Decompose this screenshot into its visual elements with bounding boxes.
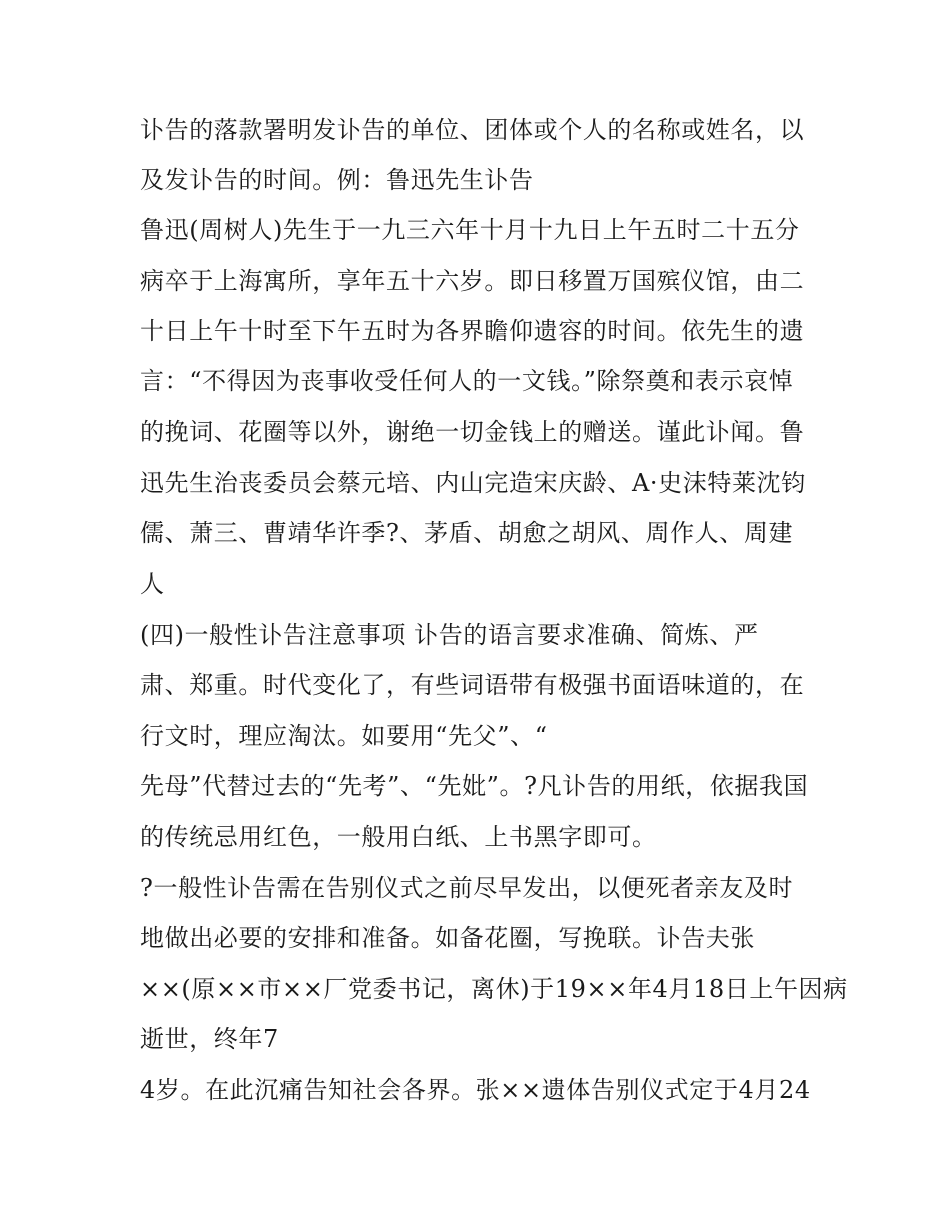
text-line: 儒、萧三、曹靖华许季?、茅盾、胡愈之胡风、周作人、周建 xyxy=(140,519,794,547)
text-line: 4岁。在此沉痛告知社会各界。张××遗体告别仪式定于4月24 xyxy=(140,1076,811,1104)
text-line: ××(原××市××厂党委书记，离休)于19××年4月18日上午因病 xyxy=(140,975,848,1003)
text-line: 行文时，理应淘汰。如要用“先父”、“ xyxy=(140,722,548,750)
text-line: ?一般性讣告需在告别仪式之前尽早发出，以便死者亲友及时 xyxy=(140,874,794,902)
text-line: 十日上午十时至下午五时为各界瞻仰遗容的时间。依先生的遗 xyxy=(140,317,805,345)
text-line: 讣告的落款署明发讣告的单位、团体或个人的名称或姓名，以 xyxy=(140,116,805,144)
text-line: 人 xyxy=(140,570,165,598)
text-line: 先母”代替过去的“先考”、“先妣”。?凡讣告的用纸，依据我国 xyxy=(140,772,809,800)
section-heading-line: (四)一般性讣告注意事项 讣告的语言要求准确、简炼、严 xyxy=(140,621,759,649)
text-line: 的传统忌用红色，一般用白纸、上书黑字即可。 xyxy=(140,823,657,851)
text-line: 病卒于上海寓所，享年五十六岁。即日移置万国殡仪馆，由二 xyxy=(140,267,805,295)
text-line: 的挽词、花圈等以外，谢绝一切金钱上的赠送。谨此讣闻。鲁 xyxy=(140,418,805,446)
text-line: 鲁迅(周树人)先生于一九三六年十月十九日上午五时二十五分 xyxy=(140,216,800,244)
text-line: 肃、郑重。时代变化了，有些词语带有极强书面语味道的，在 xyxy=(140,671,805,699)
text-line: 及发讣告的时间。例：鲁迅先生讣告 xyxy=(140,166,534,194)
text-line: 逝世，终年7 xyxy=(140,1025,279,1053)
text-line: 地做出必要的安排和准备。如备花圈，写挽联。讣告夫张 xyxy=(140,924,755,952)
text-line: 迅先生治丧委员会蔡元培、内山完造宋庆龄、A·史沫特莱沈钧 xyxy=(140,469,806,497)
text-line: 言：“不得因为丧事收受任何人的一文钱。”除祭奠和表示哀悼 xyxy=(140,367,794,395)
